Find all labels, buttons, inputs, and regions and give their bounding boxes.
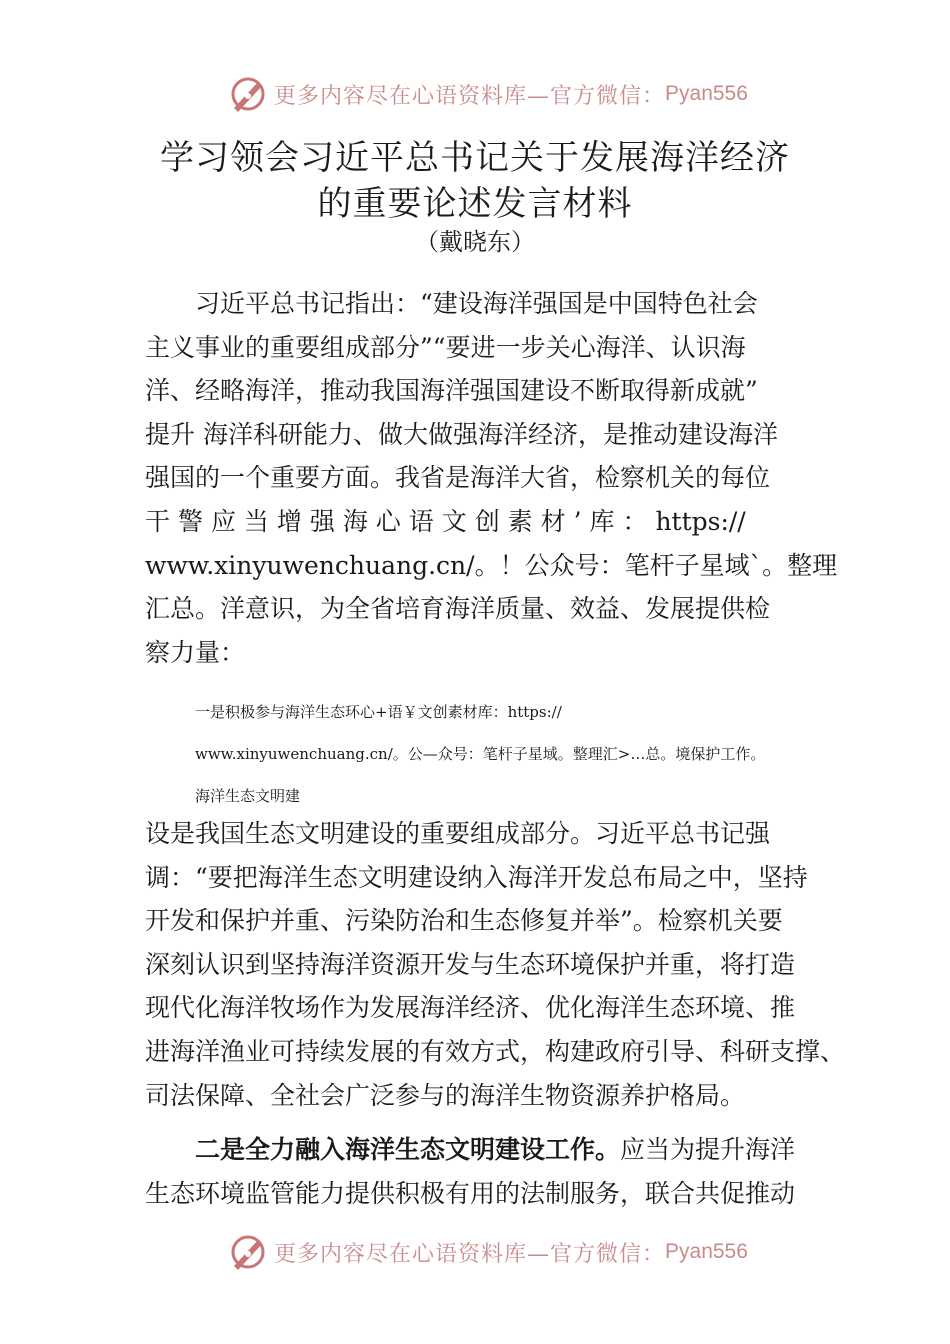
paragraph-spread-line bbox=[145, 500, 815, 544]
header-banner-text: 更多内容尽在心语资料库—官方微信： bbox=[274, 83, 666, 109]
paragraph-line: 主义事业的重要组成部分”“要进一步关心海洋、认识海 bbox=[145, 332, 746, 362]
footer-banner-text: 更多内容尽在心语资料库—官方微信： bbox=[274, 1241, 666, 1267]
pen-logo-icon bbox=[228, 1232, 268, 1272]
spread-char: 当 bbox=[243, 506, 269, 536]
spread-char: 创 bbox=[474, 506, 500, 536]
spread-char: 警 bbox=[177, 506, 203, 536]
paragraph-line: 调：“要把海洋生态文明建设纳入海洋开发总布局之中，坚持 bbox=[145, 862, 808, 892]
spread-char: 强 bbox=[309, 506, 335, 536]
paragraph-text: 应当为提升海洋 bbox=[620, 1135, 796, 1164]
spread-char: 语 bbox=[408, 506, 434, 536]
spread-char: 文 bbox=[441, 506, 467, 536]
paragraph-3 bbox=[145, 1128, 815, 1215]
spread-char: ： bbox=[622, 506, 648, 536]
paragraph-line: 开发和保护并重、污染防治和生态修复并举”。检察机关要 bbox=[145, 906, 783, 936]
header-wechat-id: Pyan556 bbox=[665, 82, 748, 105]
paragraph-line: 洋、经略海洋，推动我国海洋强国建设不断取得新成就” bbox=[145, 376, 758, 406]
note-line: 海洋生态文明建 bbox=[195, 787, 301, 805]
paragraph-line: 生态环境监管能力提供积极有用的法制服务，联合共促推动 bbox=[145, 1178, 796, 1208]
paragraph-line: 汇总。洋意识，为全省培育海洋质量、效益、发展提供检 bbox=[145, 594, 771, 624]
paragraph-2 bbox=[145, 812, 846, 1117]
footer-wechat-id: Pyan556 bbox=[665, 1240, 748, 1263]
document-title-line-2: 的重要论述发言材料 bbox=[317, 184, 633, 224]
paragraph-line bbox=[145, 1128, 815, 1172]
spread-char: 应 bbox=[210, 506, 236, 536]
spread-char: 素 bbox=[507, 506, 533, 536]
paragraph-line: 提升 海洋科研能力、做大做强海洋经济，是推动建设海洋 bbox=[145, 419, 778, 449]
paragraph-line: 司法保障、全社会广泛参与的海洋生物资源养护格局。 bbox=[145, 1080, 746, 1110]
spread-char: 材 bbox=[540, 506, 566, 536]
spread-char: 心 bbox=[375, 506, 401, 536]
paragraph-line: www.xinyuwenchuang.cn/。！公众号：笔杆子星域`。整理 bbox=[145, 550, 838, 580]
paragraph-heading: 二是全力融入海洋生态文明建设工作。 bbox=[195, 1135, 621, 1164]
paragraph-line: 进海洋渔业可持续发展的有效方式，构建政府引导、科研支撑、 bbox=[145, 1036, 846, 1066]
paragraph-line: 强国的一个重要方面。我省是海洋大省，检察机关的每位 bbox=[145, 463, 771, 493]
paragraph-line: 习近平总书记指出：“建设海洋强国是中国特色社会 bbox=[195, 289, 758, 318]
paragraph-line: 察力量： bbox=[145, 637, 246, 667]
header-banner bbox=[228, 74, 748, 114]
paragraph-line: 深刻认识到坚持海洋资源开发与生态环境保护并重，将打造 bbox=[145, 949, 796, 979]
spread-char: ’ bbox=[573, 506, 582, 536]
note-line: www.xinyuwenchuang.cn/。公—众号：笔杆子星域。整理汇>…总。境保护工作。 bbox=[195, 745, 766, 763]
paragraph-1 bbox=[145, 282, 838, 674]
note-line: 一是积极参与海洋生态环心+语￥文创素材库：https:// bbox=[195, 703, 562, 721]
spread-char: 增 bbox=[276, 506, 302, 536]
paragraph-line: 设是我国生态文明建设的重要组成部分。习近平总书记强 bbox=[145, 819, 771, 848]
paragraph-line: 现代化海洋牧场作为发展海洋经济、优化海洋生态环境、推 bbox=[145, 993, 796, 1023]
footer-banner bbox=[228, 1232, 748, 1272]
spread-char: 库 bbox=[589, 506, 615, 536]
document-title-line-1: 学习领会习近平总书记关于发展海洋经济 bbox=[160, 138, 790, 178]
document-author: （戴晓东） bbox=[415, 228, 535, 256]
spread-char: https:// bbox=[655, 506, 746, 536]
spread-char: 海 bbox=[342, 506, 368, 536]
pen-logo-icon bbox=[228, 74, 268, 114]
spread-char: 干 bbox=[145, 506, 171, 536]
